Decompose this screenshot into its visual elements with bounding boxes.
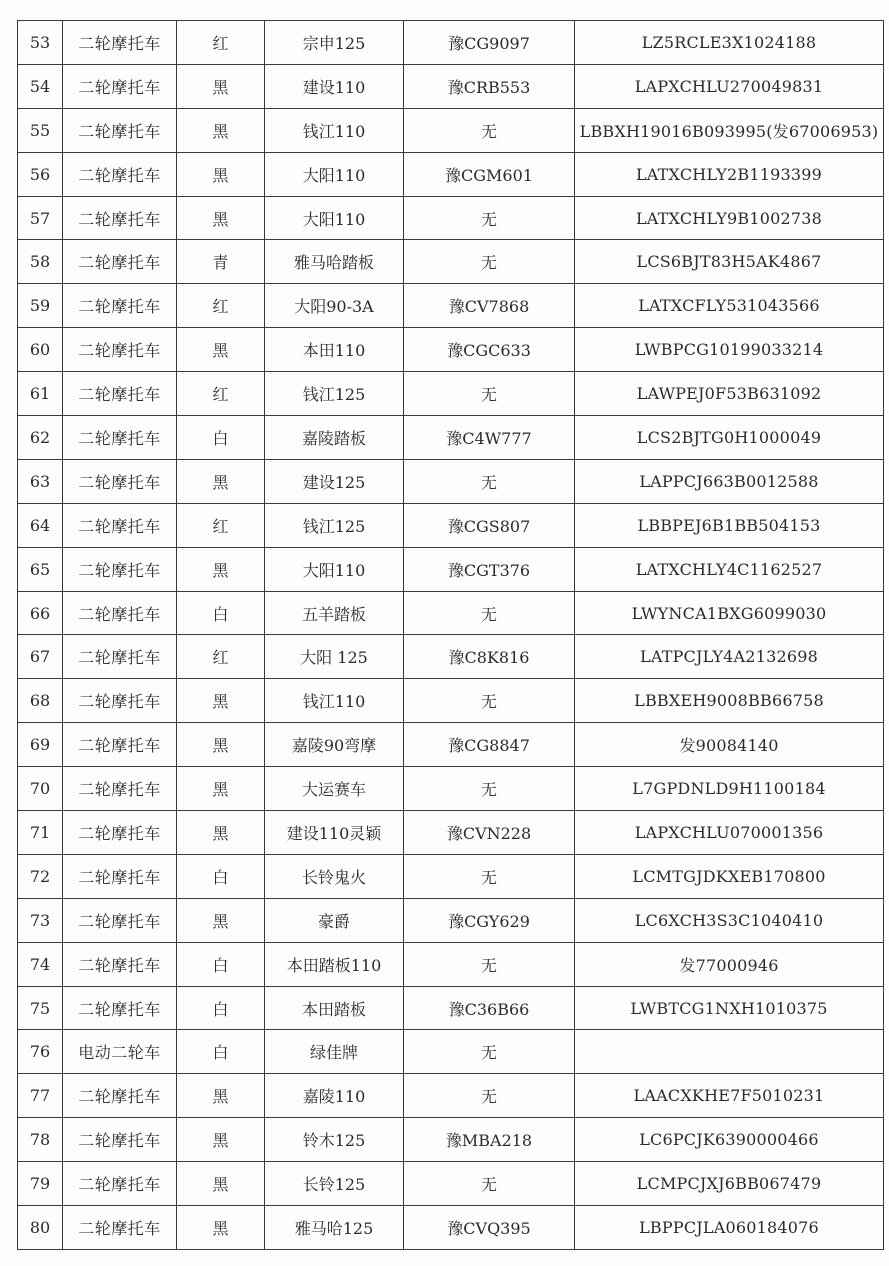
vehicle-color-cell: 黑 xyxy=(177,723,265,767)
plate-number-cell: 无 xyxy=(404,679,575,723)
vehicle-color-cell: 黑 xyxy=(177,108,265,152)
row-number-cell: 77 xyxy=(18,1074,63,1118)
vehicle-type-cell: 二轮摩托车 xyxy=(63,416,177,460)
vehicle-model-cell: 大运赛车 xyxy=(265,767,404,811)
vehicle-type-cell: 二轮摩托车 xyxy=(63,240,177,284)
vehicle-type-cell: 二轮摩托车 xyxy=(63,986,177,1030)
plate-number-cell: 无 xyxy=(404,942,575,986)
table-row xyxy=(18,328,884,372)
vin-number-cell: LZ5RCLE3X1024188 xyxy=(575,21,884,65)
vehicle-color-cell: 白 xyxy=(177,1030,265,1074)
vehicle-color-cell: 黑 xyxy=(177,1118,265,1162)
vehicle-model-cell: 铃木125 xyxy=(265,1118,404,1162)
plate-number-cell: 无 xyxy=(404,240,575,284)
vehicle-model-cell: 大阳 125 xyxy=(265,635,404,679)
vehicle-color-cell: 红 xyxy=(177,372,265,416)
vin-number-cell: LAWPEJ0F53B631092 xyxy=(575,372,884,416)
vehicle-color-cell: 黑 xyxy=(177,196,265,240)
vehicle-type-cell: 电动二轮车 xyxy=(63,1030,177,1074)
vehicle-color-cell: 黑 xyxy=(177,1074,265,1118)
vin-number-cell: LATXCHLY4C1162527 xyxy=(575,547,884,591)
vehicle-model-cell: 豪爵 xyxy=(265,898,404,942)
vehicle-color-cell: 黑 xyxy=(177,328,265,372)
vin-number-cell: LC6PCJK6390000466 xyxy=(575,1118,884,1162)
vehicle-type-cell: 二轮摩托车 xyxy=(63,108,177,152)
vehicle-table xyxy=(17,20,884,1250)
vehicle-model-cell: 建设110灵颖 xyxy=(265,811,404,855)
vin-number-cell: L7GPDNLD9H1100184 xyxy=(575,767,884,811)
vehicle-color-cell: 红 xyxy=(177,503,265,547)
vin-number-cell: LBBPEJ6B1BB504153 xyxy=(575,503,884,547)
row-number-cell: 66 xyxy=(18,591,63,635)
row-number-cell: 74 xyxy=(18,942,63,986)
table-row xyxy=(18,635,884,679)
plate-number-cell: 无 xyxy=(404,1030,575,1074)
vehicle-model-cell: 宗申125 xyxy=(265,21,404,65)
vehicle-type-cell: 二轮摩托车 xyxy=(63,767,177,811)
vehicle-type-cell: 二轮摩托车 xyxy=(63,1074,177,1118)
plate-number-cell: 豫CGM601 xyxy=(404,152,575,196)
table-row xyxy=(18,372,884,416)
plate-number-cell: 无 xyxy=(404,591,575,635)
vehicle-model-cell: 绿佳牌 xyxy=(265,1030,404,1074)
vehicle-type-cell: 二轮摩托车 xyxy=(63,21,177,65)
vehicle-color-cell: 黑 xyxy=(177,64,265,108)
row-number-cell: 72 xyxy=(18,854,63,898)
vehicle-model-cell: 钱江125 xyxy=(265,372,404,416)
row-number-cell: 61 xyxy=(18,372,63,416)
vin-number-cell: 发90084140 xyxy=(575,723,884,767)
plate-number-cell: 豫CGC633 xyxy=(404,328,575,372)
plate-number-cell: 豫CVN228 xyxy=(404,811,575,855)
vehicle-color-cell: 白 xyxy=(177,986,265,1030)
table-row xyxy=(18,1030,884,1074)
vehicle-model-cell: 长铃鬼火 xyxy=(265,854,404,898)
table-row xyxy=(18,152,884,196)
vehicle-color-cell: 红 xyxy=(177,284,265,328)
plate-number-cell: 豫CG9097 xyxy=(404,21,575,65)
vehicle-model-cell: 雅马哈踏板 xyxy=(265,240,404,284)
vin-number-cell: LAPXCHLU070001356 xyxy=(575,811,884,855)
vin-number-cell: LAPXCHLU270049831 xyxy=(575,64,884,108)
plate-number-cell: 无 xyxy=(404,196,575,240)
vehicle-type-cell: 二轮摩托车 xyxy=(63,372,177,416)
vehicle-type-cell: 二轮摩托车 xyxy=(63,854,177,898)
vin-number-cell: LATXCFLY531043566 xyxy=(575,284,884,328)
vehicle-type-cell: 二轮摩托车 xyxy=(63,328,177,372)
row-number-cell: 56 xyxy=(18,152,63,196)
row-number-cell: 57 xyxy=(18,196,63,240)
row-number-cell: 76 xyxy=(18,1030,63,1074)
table-row xyxy=(18,547,884,591)
vehicle-model-cell: 钱江110 xyxy=(265,679,404,723)
table-row xyxy=(18,459,884,503)
table-row xyxy=(18,723,884,767)
vehicle-model-cell: 本田踏板110 xyxy=(265,942,404,986)
plate-number-cell: 无 xyxy=(404,1162,575,1206)
vin-number-cell: LCMPCJXJ6BB067479 xyxy=(575,1162,884,1206)
plate-number-cell: 豫C4W777 xyxy=(404,416,575,460)
vehicle-type-cell: 二轮摩托车 xyxy=(63,284,177,328)
vin-number-cell: LC6XCH3S3C1040410 xyxy=(575,898,884,942)
vin-number-cell: LWYNCA1BXG6099030 xyxy=(575,591,884,635)
vehicle-color-cell: 黑 xyxy=(177,767,265,811)
vehicle-type-cell: 二轮摩托车 xyxy=(63,942,177,986)
table-row xyxy=(18,1074,884,1118)
vehicle-type-cell: 二轮摩托车 xyxy=(63,547,177,591)
vin-number-cell: LCMTGJDKXEB170800 xyxy=(575,854,884,898)
plate-number-cell: 无 xyxy=(404,372,575,416)
table-row xyxy=(18,503,884,547)
plate-number-cell: 豫CGS807 xyxy=(404,503,575,547)
vin-number-cell: LAPPCJ663B0012588 xyxy=(575,459,884,503)
vehicle-table-body xyxy=(18,21,884,1250)
vin-number-cell: LCS6BJT83H5AK4867 xyxy=(575,240,884,284)
vin-number-cell: LATXCHLY9B1002738 xyxy=(575,196,884,240)
table-row xyxy=(18,284,884,328)
plate-number-cell: 无 xyxy=(404,459,575,503)
table-row xyxy=(18,986,884,1030)
plate-number-cell: 豫CGY629 xyxy=(404,898,575,942)
table-row xyxy=(18,1206,884,1250)
vin-number-cell: 发77000946 xyxy=(575,942,884,986)
row-number-cell: 62 xyxy=(18,416,63,460)
row-number-cell: 73 xyxy=(18,898,63,942)
vehicle-model-cell: 大阳110 xyxy=(265,152,404,196)
table-row xyxy=(18,767,884,811)
table-row xyxy=(18,811,884,855)
table-row xyxy=(18,898,884,942)
vehicle-model-cell: 建设125 xyxy=(265,459,404,503)
vehicle-type-cell: 二轮摩托车 xyxy=(63,811,177,855)
vehicle-color-cell: 黑 xyxy=(177,1206,265,1250)
vehicle-type-cell: 二轮摩托车 xyxy=(63,196,177,240)
row-number-cell: 65 xyxy=(18,547,63,591)
vehicle-model-cell: 本田踏板 xyxy=(265,986,404,1030)
vehicle-color-cell: 黑 xyxy=(177,679,265,723)
vehicle-model-cell: 长铃125 xyxy=(265,1162,404,1206)
vehicle-color-cell: 黑 xyxy=(177,459,265,503)
table-row xyxy=(18,591,884,635)
table-row xyxy=(18,1118,884,1162)
table-row xyxy=(18,1162,884,1206)
vehicle-type-cell: 二轮摩托车 xyxy=(63,591,177,635)
plate-number-cell: 豫CRB553 xyxy=(404,64,575,108)
row-number-cell: 70 xyxy=(18,767,63,811)
vin-number-cell: LBPPCJLA060184076 xyxy=(575,1206,884,1250)
plate-number-cell: 豫MBA218 xyxy=(404,1118,575,1162)
vin-number-cell: LATPCJLY4A2132698 xyxy=(575,635,884,679)
vehicle-model-cell: 本田110 xyxy=(265,328,404,372)
vehicle-type-cell: 二轮摩托车 xyxy=(63,503,177,547)
plate-number-cell: 豫CVQ395 xyxy=(404,1206,575,1250)
vehicle-model-cell: 大阳110 xyxy=(265,547,404,591)
table-row xyxy=(18,942,884,986)
row-number-cell: 59 xyxy=(18,284,63,328)
vehicle-color-cell: 黑 xyxy=(177,547,265,591)
vin-number-cell: LBBXH19016B093995(发67006953) xyxy=(575,108,884,152)
vehicle-color-cell: 白 xyxy=(177,854,265,898)
vehicle-color-cell: 青 xyxy=(177,240,265,284)
row-number-cell: 68 xyxy=(18,679,63,723)
table-row xyxy=(18,64,884,108)
row-number-cell: 55 xyxy=(18,108,63,152)
table-row xyxy=(18,21,884,65)
vehicle-model-cell: 大阳110 xyxy=(265,196,404,240)
row-number-cell: 53 xyxy=(18,21,63,65)
vehicle-model-cell: 五羊踏板 xyxy=(265,591,404,635)
row-number-cell: 54 xyxy=(18,64,63,108)
row-number-cell: 71 xyxy=(18,811,63,855)
vehicle-model-cell: 雅马哈125 xyxy=(265,1206,404,1250)
vehicle-model-cell: 钱江125 xyxy=(265,503,404,547)
vin-number-cell xyxy=(575,1030,884,1074)
table-row xyxy=(18,679,884,723)
row-number-cell: 58 xyxy=(18,240,63,284)
vehicle-color-cell: 白 xyxy=(177,416,265,460)
plate-number-cell: 无 xyxy=(404,767,575,811)
vehicle-model-cell: 钱江110 xyxy=(265,108,404,152)
row-number-cell: 75 xyxy=(18,986,63,1030)
row-number-cell: 78 xyxy=(18,1118,63,1162)
vehicle-color-cell: 白 xyxy=(177,591,265,635)
vehicle-type-cell: 二轮摩托车 xyxy=(63,679,177,723)
vehicle-type-cell: 二轮摩托车 xyxy=(63,723,177,767)
table-row xyxy=(18,416,884,460)
plate-number-cell: 豫CG8847 xyxy=(404,723,575,767)
vehicle-type-cell: 二轮摩托车 xyxy=(63,898,177,942)
vehicle-color-cell: 黑 xyxy=(177,898,265,942)
row-number-cell: 64 xyxy=(18,503,63,547)
plate-number-cell: 豫C36B66 xyxy=(404,986,575,1030)
vehicle-type-cell: 二轮摩托车 xyxy=(63,64,177,108)
vin-number-cell: LAACXKHE7F5010231 xyxy=(575,1074,884,1118)
vehicle-type-cell: 二轮摩托车 xyxy=(63,635,177,679)
vehicle-model-cell: 嘉陵踏板 xyxy=(265,416,404,460)
plate-number-cell: 豫CV7868 xyxy=(404,284,575,328)
vehicle-model-cell: 嘉陵90弯摩 xyxy=(265,723,404,767)
row-number-cell: 60 xyxy=(18,328,63,372)
plate-number-cell: 无 xyxy=(404,854,575,898)
vin-number-cell: LATXCHLY2B1193399 xyxy=(575,152,884,196)
vehicle-model-cell: 大阳90-3A xyxy=(265,284,404,328)
table-row xyxy=(18,108,884,152)
vehicle-type-cell: 二轮摩托车 xyxy=(63,1206,177,1250)
vehicle-color-cell: 黑 xyxy=(177,152,265,196)
plate-number-cell: 无 xyxy=(404,108,575,152)
plate-number-cell: 豫CGT376 xyxy=(404,547,575,591)
plate-number-cell: 豫C8K816 xyxy=(404,635,575,679)
vehicle-type-cell: 二轮摩托车 xyxy=(63,459,177,503)
vin-number-cell: LWBTCG1NXH1010375 xyxy=(575,986,884,1030)
vehicle-color-cell: 黑 xyxy=(177,1162,265,1206)
table-row xyxy=(18,240,884,284)
plate-number-cell: 无 xyxy=(404,1074,575,1118)
vin-number-cell: LCS2BJTG0H1000049 xyxy=(575,416,884,460)
vin-number-cell: LBBXEH9008BB66758 xyxy=(575,679,884,723)
vehicle-color-cell: 黑 xyxy=(177,811,265,855)
vehicle-model-cell: 嘉陵110 xyxy=(265,1074,404,1118)
table-row xyxy=(18,196,884,240)
row-number-cell: 69 xyxy=(18,723,63,767)
row-number-cell: 80 xyxy=(18,1206,63,1250)
vehicle-color-cell: 红 xyxy=(177,635,265,679)
vehicle-type-cell: 二轮摩托车 xyxy=(63,1162,177,1206)
vehicle-model-cell: 建设110 xyxy=(265,64,404,108)
row-number-cell: 79 xyxy=(18,1162,63,1206)
vehicle-type-cell: 二轮摩托车 xyxy=(63,1118,177,1162)
vehicle-type-cell: 二轮摩托车 xyxy=(63,152,177,196)
table-row xyxy=(18,854,884,898)
vehicle-color-cell: 红 xyxy=(177,21,265,65)
vehicle-color-cell: 白 xyxy=(177,942,265,986)
vin-number-cell: LWBPCG10199033214 xyxy=(575,328,884,372)
row-number-cell: 67 xyxy=(18,635,63,679)
row-number-cell: 63 xyxy=(18,459,63,503)
